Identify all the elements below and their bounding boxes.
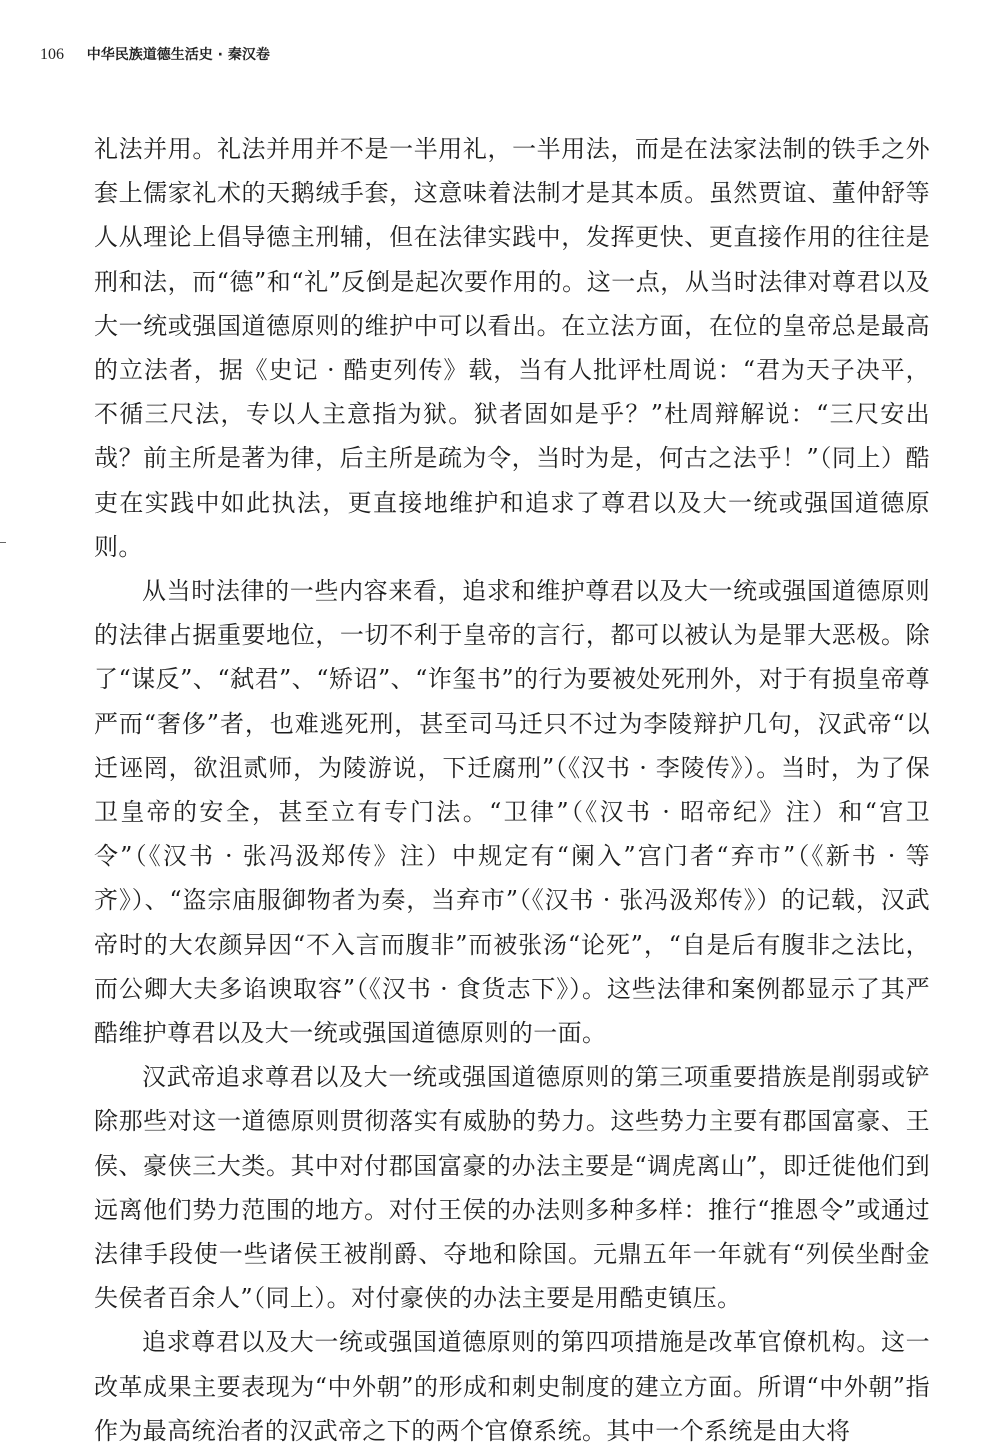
- margin-mark: [0, 542, 6, 543]
- paragraph-1: 礼法并用。礼法并用并不是一半用礼，一半用法，而是在法家法制的铁手之外套上儒家礼术的天鹅绒手套，这意味着法制才是其本质。虽然贾谊、董仲舒等人从理论上倡导德主刑辅，但在法律实践中，发挥更快、更直接作用的往往是刑和法，而“德”和“礼”反倒是起次要作用的。这一点，从当时法律对尊君以及大一统或强国道德原则的维护中可以看出。在立法方面，在位的皇帝总是最高的立法者，据《史记 · 酷吏列传》载，当有人批评杜周说：“君为天子决平，不循三尺法，专以人主意指为狱。狱者固如是乎？”杜周辩解说：“三尺安出哉？前主所是著为律，后主所是疏为令，当时为是，何古之法乎！”（同上）酷吏在实践中如此执法，更直接地维护和追求了尊君以及大一统或强国道德原则。: [94, 135, 930, 561]
- page-header: [40, 44, 270, 64]
- paragraph-2: 从当时法律的一些内容来看，追求和维护尊君以及大一统或强国道德原则的法律占据重要地位，一切不利于皇帝的言行，都可以被认为是罪大恶极。除了“谋反”、“弑君”、“矫诏”、“诈玺书”的行为要被处死刑外，对于有损皇帝尊严而“奢侈”者，也难逃死刑，甚至司马迁只不过为李陵辩护几句，汉武帝“以迁诬罔，欲沮贰师，为陵游说，下迁腐刑”（《汉书 · 李陵传》）。当时，为了保卫皇帝的安全，甚至立有专门法。“卫律”（《汉书 · 昭帝纪》注）和“宫卫令”（《汉书 · 张冯汲郑传》注）中规定有“阑入”宫门者“弃市”（《新书 · 等齐》）、“盗宗庙服御物者为奏，当弃市”（《汉书 · 张冯汲郑传》）的记载，汉武帝时的大农颜异因“不入言而腹非”而被张汤“论死”，“自是后有腹非之法比，而公卿大夫多谄谀取容”（《汉书 · 食货志下》）。这些法律和案例都显示了其严酷维护尊君以及大一统或强国道德原则的一面。: [94, 577, 930, 1048]
- page-number: 106: [40, 46, 64, 63]
- body-text: [94, 127, 930, 1453]
- paragraph-3: 汉武帝追求尊君以及大一统或强国道德原则的第三项重要措族是削弱或铲除那些对这一道德原则贯彻落实有威胁的势力。这些势力主要有郡国富豪、王侯、豪侠三大类。其中对付郡国富豪的办法主要是“调虎离山”，即迁徙他们到远离他们势力范围的地方。对付王侯的办法则多种多样：推行“推恩令”或通过法律手段使一些诸侯王被削爵、夺地和除国。元鼎五年一年就有“列侯坐酎金失侯者百余人”（同上）。对付豪侠的办法主要是用酷吏镇压。: [94, 1063, 930, 1313]
- paragraph-4: 追求尊君以及大一统或强国道德原则的第四项措施是改革官僚机构。这一改革成果主要表现为“中外朝”的形成和刺史制度的建立方面。所谓“中外朝”指作为最高统治者的汉武帝之下的两个官僚系统。其中一个系统是由大将: [94, 1328, 930, 1445]
- book-title: 中华民族道德生活史 · 秦汉卷: [86, 47, 270, 63]
- site-watermark: [10, 880, 60, 1180]
